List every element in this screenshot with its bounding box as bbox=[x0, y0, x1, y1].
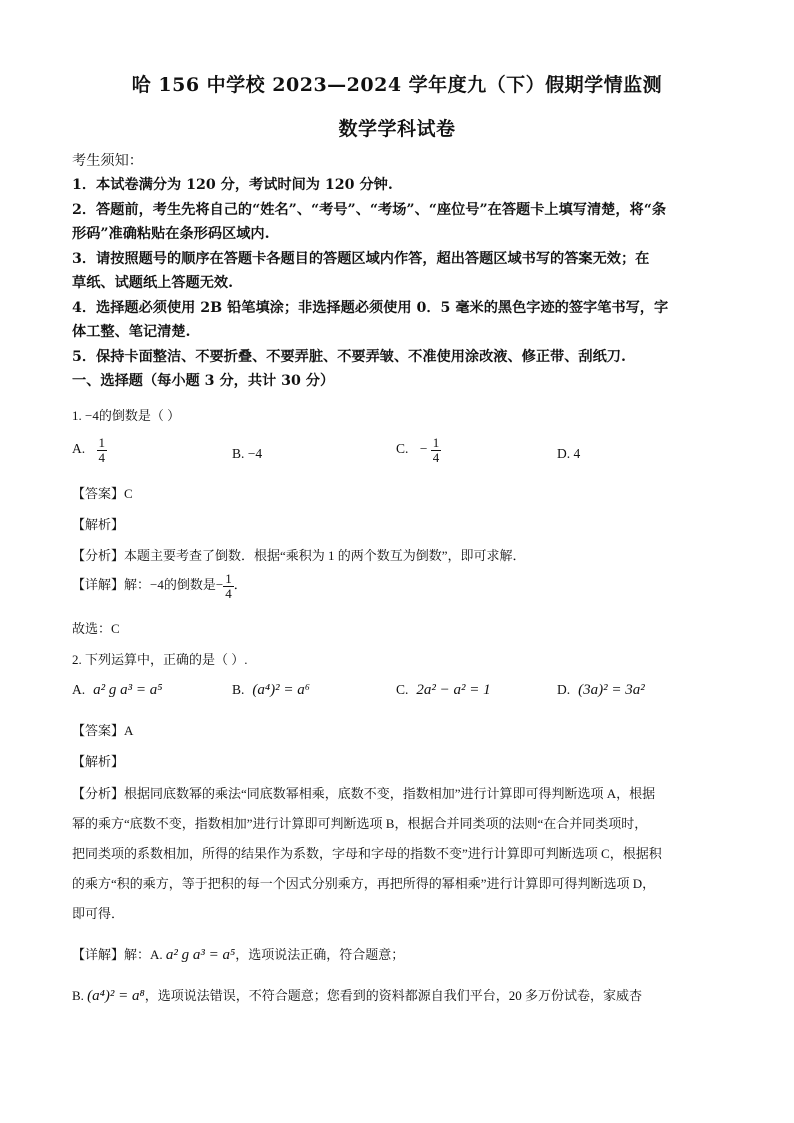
q2-detail-a: 【详解】解：A. a² g a³ = a⁵，选项说法正确，符合题意； bbox=[72, 947, 405, 963]
q1-detail: 【详解】解：−4的倒数是− $\frac{1}{4}$ ． bbox=[72, 571, 247, 601]
q1-answer: 【答案】C bbox=[72, 486, 133, 501]
notice-item: 1．本试卷满分为 120 分，考试时间为 120 分钟. bbox=[72, 177, 393, 193]
q1-option-b: B. −4 bbox=[232, 446, 263, 461]
q1-analysis: 【分析】本题主要考查了倒数．根据“乘积为 1 的两个数互为倒数”，即可求解． bbox=[72, 548, 526, 563]
notice-item: 3．请按照题号的顺序在答题卡各题目的答题区域内作答，超出答题区域书写的答案无效；在 bbox=[72, 251, 650, 267]
q2-option-d: D. (3a)² = 3a² bbox=[557, 682, 645, 698]
q2-option-b: B. (a⁴)² = a⁶ bbox=[232, 682, 310, 698]
q2-analysis-line: 即可得． bbox=[72, 906, 125, 921]
fraction: $\frac{1}{4}$ bbox=[98, 435, 105, 465]
notice-item: 5．保持卡面整洁、不要折叠、不要弄脏、不要弄皱、不准使用涂改液、修正带、刮纸刀. bbox=[72, 349, 626, 365]
q1-option-d: D. 4 bbox=[557, 446, 581, 461]
exam-title: 哈 156 中学校 2023—2024 学年度九（下）假期学情监测 bbox=[131, 74, 663, 96]
q2-option-a: A. a² g a³ = a⁵ bbox=[72, 682, 163, 698]
q2-analysis-line: 【分析】根据同底数幂的乘法“同底数幂相乘，底数不变，指数相加”进行计算即可得判断选项 A，根据 bbox=[72, 786, 656, 801]
q2-analysis-line: 把同类项的系数相加，所得的结果作为系数，字母和字母的指数不变”进行计算即可判断选项 C，根据积 bbox=[72, 846, 662, 861]
section-heading: 一、选择题（每小题 3 分，共计 30 分） bbox=[72, 373, 335, 389]
q2-answer: 【答案】A bbox=[72, 723, 134, 738]
question-1-stem: 1. −4的倒数是（ ） bbox=[72, 408, 181, 423]
exam-subtitle: 数学学科试卷 bbox=[338, 118, 456, 140]
fraction: $\frac{1}{4}$ bbox=[432, 435, 440, 465]
q1-option-a: A. $\frac{1}{4}$ bbox=[72, 435, 105, 465]
notice-item: 2．答题前，考生先将自己的“姓名”、“考号”、“考场”、“座位号”在答题卡上填写清楚，将“条 bbox=[72, 202, 667, 218]
q2-detail-b: B. (a⁴)² = a⁸，选项说法错误，不符合题意；您看到的资料都源自我们平台，20 多万份试卷，家威杏 bbox=[72, 988, 642, 1004]
q2-option-c: C. 2a² − a² = 1 bbox=[396, 682, 491, 698]
q1-analysis-tag: 【解析】 bbox=[72, 517, 125, 532]
notice-item: 体工整、笔记清楚. bbox=[72, 324, 191, 340]
q1-option-c: C. − $\frac{1}{4}$ bbox=[396, 435, 440, 465]
notice-item: 形码”准确粘贴在条形码区域内. bbox=[72, 226, 270, 242]
question-2-stem: 2. 下列运算中，正确的是（ ）. bbox=[72, 652, 248, 667]
notice-item: 4．选择题必须使用 2B 铅笔填涂；非选择题必须使用 0．5 毫米的黑色字迹的签字笔书写，字 bbox=[72, 300, 669, 316]
q2-analysis-tag: 【解析】 bbox=[72, 754, 125, 769]
notice-heading: 考生须知： bbox=[72, 153, 143, 169]
fraction: $\frac{1}{4}$ bbox=[225, 571, 232, 601]
q2-analysis-line: 幂的乘方“底数不变，指数相加”进行计算即可判断选项 B，根据合并同类项的法则“在合并同类项时， bbox=[72, 816, 648, 831]
notice-item: 草纸、试题纸上答题无效. bbox=[72, 275, 234, 291]
q2-analysis-line: 的乘方“积的乘方，等于把积的每一个因式分别乘方，再把所得的幂相乘”进行计算即可得判断选项 D， bbox=[72, 876, 656, 891]
q1-choose: 故选：C bbox=[72, 621, 120, 636]
